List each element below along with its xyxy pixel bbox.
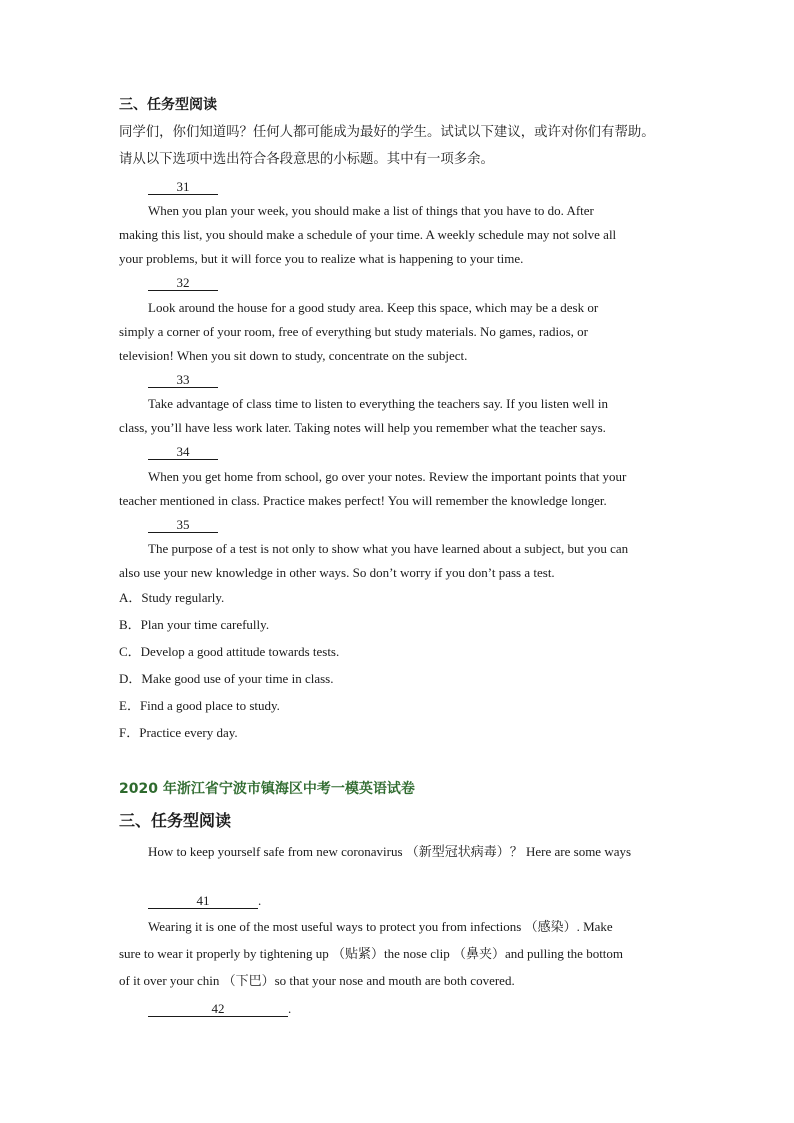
paragraph-35-line2: also use your new knowledge in other ways. So don’t worry if you don’t pass a test. xyxy=(119,565,555,580)
paragraph-34-line1: When you get home from school, go over your notes. Review the important points that your xyxy=(148,469,627,484)
section1-intro-line1: 同学们，你们知道吗？任何人都可能成为最好的学生。试试以下建议，或许对你们有帮助。 xyxy=(119,125,655,140)
paragraph-41-line3: of it over your chin （下巴）so that your nose and mouth are both covered. xyxy=(119,973,515,988)
option-b: B．Plan your time carefully. xyxy=(119,617,270,632)
paragraph-33-line1: Take advantage of class time to listen to everything the teachers say. If you listen well in xyxy=(148,396,608,411)
question-32-blank[interactable] xyxy=(148,274,218,292)
paragraph-41-line2: sure to wear it properly by tightening up （贴紧）the nose clip （鼻夹）and pulling the bottom xyxy=(119,946,624,961)
question-34-blank[interactable] xyxy=(148,443,218,461)
option-e: E．Find a good place to study. xyxy=(119,698,280,713)
option-f: F．Practice every day. xyxy=(119,725,238,740)
paragraph-32-line3: television! When you sit down to study, concentrate on the subject. xyxy=(119,348,468,363)
exam-title: 2020 年浙江省宁波市镇海区中考一模英语试卷 xyxy=(119,781,415,797)
question-number-42: 42 xyxy=(148,1001,288,1017)
paragraph-34-line2: teacher mentioned in class. Practice makes perfect! You will remember the knowledge longer. xyxy=(119,493,607,508)
paragraph-35-line1: The purpose of a test is not only to show what you have learned about a subject, but you can xyxy=(148,541,629,556)
question-number-41: 41 xyxy=(148,893,258,909)
question-number-31: 31 xyxy=(148,179,218,195)
section1-intro-line2: 请从以下选项中选出符合各段意思的小标题。其中有一项多余。 xyxy=(119,152,494,167)
question-number-34: 34 xyxy=(148,444,218,460)
question-42-blank[interactable] xyxy=(148,1000,291,1018)
paragraph-31-line3: your problems, but it will force you to realize what is happening to your time. xyxy=(119,251,524,266)
question-33-blank[interactable] xyxy=(148,371,218,389)
section1-heading: 三、任务型阅读 xyxy=(119,97,217,113)
option-c: C．Develop a good attitude towards tests. xyxy=(119,644,340,659)
paragraph-31-line2: making this list, you should make a schedule of your time. A weekly schedule may not solve all xyxy=(119,227,617,242)
paragraph-41-line1: Wearing it is one of the most useful ways to protect you from infections （感染）. Make xyxy=(148,919,613,934)
option-a: A．Study regularly. xyxy=(119,590,225,605)
blank-42-period: . xyxy=(288,1001,292,1016)
question-41-blank[interactable] xyxy=(148,892,261,910)
question-35-blank[interactable] xyxy=(148,516,218,534)
paragraph-33-line2: class, you’ll have less work later. Taking notes will help you remember what the teacher says. xyxy=(119,420,606,435)
question-number-35: 35 xyxy=(148,517,218,533)
paragraph-31-line1: When you plan your week, you should make a list of things that you have to do. After xyxy=(148,203,594,218)
question-number-32: 32 xyxy=(148,275,218,291)
question-number-33: 33 xyxy=(148,372,218,388)
paragraph-32-line1: Look around the house for a good study area. Keep this space, which may be a desk or xyxy=(148,300,599,315)
blank-41-period: . xyxy=(258,893,262,908)
question-31-blank[interactable] xyxy=(148,178,218,196)
section2-heading: 三、任务型阅读 xyxy=(119,811,232,830)
section2-intro: How to keep yourself safe from new coronavirus （新型冠状病毒）？ Here are some ways xyxy=(148,844,632,859)
option-d: D．Make good use of your time in class. xyxy=(119,671,334,686)
paragraph-32-line2: simply a corner of your room, free of everything but study materials. No games, radios, or xyxy=(119,324,588,339)
